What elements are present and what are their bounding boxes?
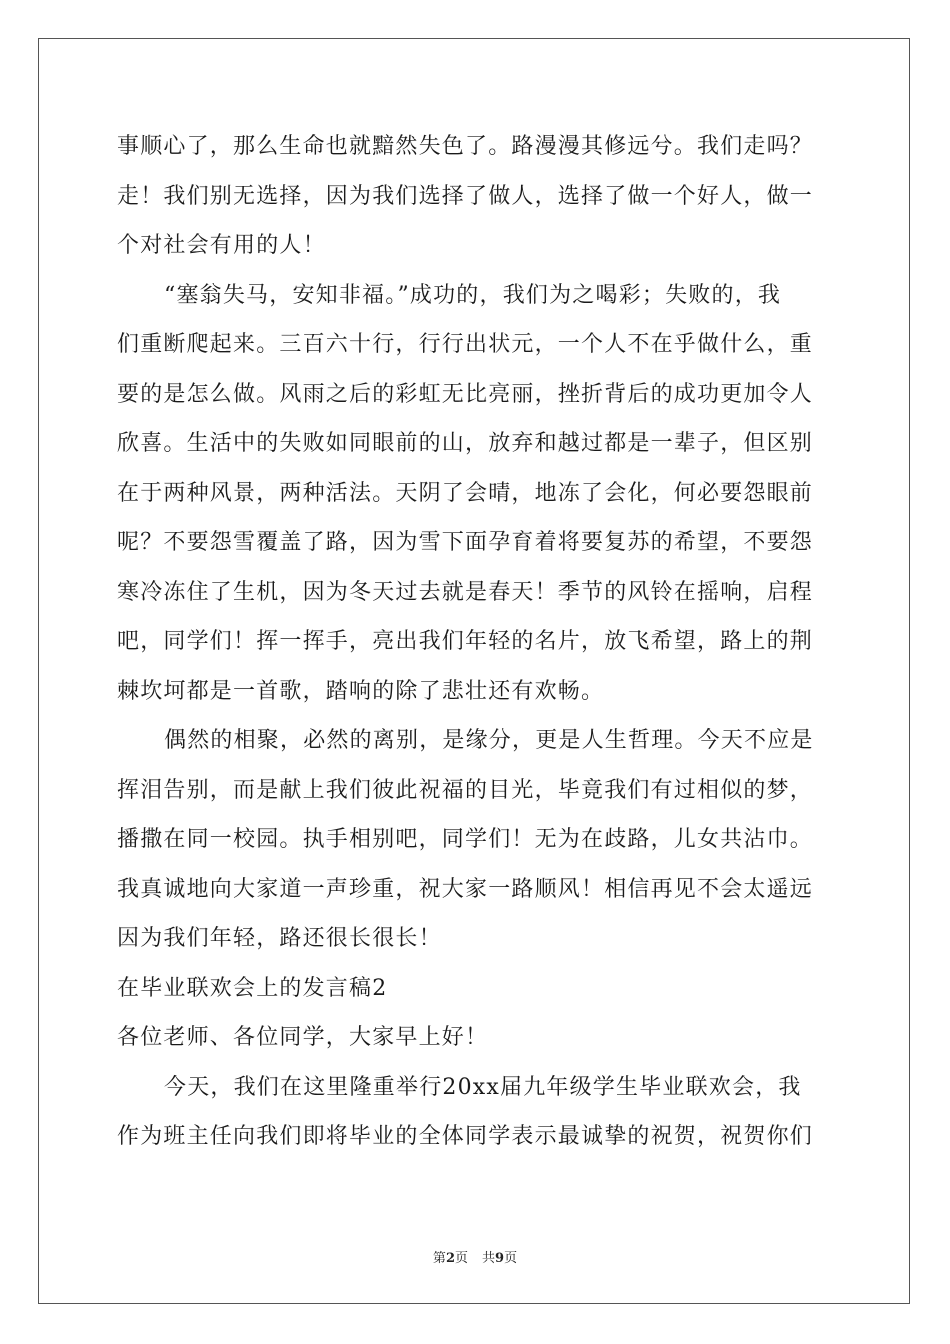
text-line: 欣喜。生活中的失败如同眼前的山，放弃和越过都是一辈子，但区别 <box>117 431 814 456</box>
text-line: 各位老师、各位同学，大家早上好！ <box>117 1025 489 1050</box>
text-line: 我真诚地向大家道一声珍重，祝大家一路顺风！相信再见不会太遥远 <box>117 876 814 902</box>
text-line: 吧，同学们！挥一挥手，亮出我们年轻的名片，放飞希望，路上的荆 <box>117 629 814 654</box>
current-page-number: 2 <box>445 1251 455 1266</box>
text-line: 事顺心了，那么生命也就黯然失色了。路漫漫其修远兮。我们走吗？ <box>117 134 814 159</box>
document-body <box>117 122 833 1162</box>
text-line: 作为班主任向我们即将毕业的全体同学表示最诚挚的祝贺，祝贺你们 <box>117 1124 814 1149</box>
text-line: 们重断爬起来。三百六十行，行行出状元，一个人不在乎做什么，重 <box>117 332 814 357</box>
text-line: 因为我们年轻，路还很长很长！ <box>117 926 442 951</box>
text-line: 要的是怎么做。风雨之后的彩虹无比亮丽，挫折背后的成功更加令人 <box>117 381 814 407</box>
total-page-number: 9 <box>495 1251 505 1266</box>
text-line: 播撒在同一校园。执手相别吧，同学们！无为在歧路，儿女共沾巾。 <box>117 827 814 852</box>
text-line: 在毕业联欢会上的发言稿2 <box>117 975 388 1001</box>
total-prefix: 共 <box>482 1251 496 1266</box>
text-line: 今天，我们在这里隆重举行20xx届九年级学生毕业联欢会，我 <box>164 1074 802 1100</box>
page-footer <box>0 1247 950 1266</box>
text-line: 挥泪告别，而是献上我们彼此祝福的目光，毕竟我们有过相似的梦， <box>117 777 814 803</box>
text-line: “塞翁失马，安知非福。”成功的，我们为之喝彩；失败的，我 <box>164 282 782 308</box>
text-line: 个对社会有用的人！ <box>117 233 326 258</box>
text-line: 偶然的相聚，必然的离别，是缘分，更是人生哲理。今天不应是 <box>164 728 814 753</box>
text-line: 走！我们别无选择，因为我们选择了做人，选择了做一个好人，做一 <box>117 183 814 209</box>
text-line: 在于两种风景，两种活法。天阴了会晴，地冻了会化，何必要怨眼前 <box>117 480 814 506</box>
page-prefix: 第 <box>432 1251 446 1266</box>
text-line: 寒冷冻住了生机，因为冬天过去就是春天！季节的风铃在摇响，启程 <box>117 579 814 605</box>
text-line: 棘坎坷都是一首歌，踏响的除了悲壮还有欢畅。 <box>117 678 605 704</box>
page-suffix: 页 <box>454 1251 468 1266</box>
total-suffix: 页 <box>504 1251 518 1266</box>
text-line: 呢？不要怨雪覆盖了路，因为雪下面孕育着将要复苏的希望，不要怨 <box>117 530 814 555</box>
